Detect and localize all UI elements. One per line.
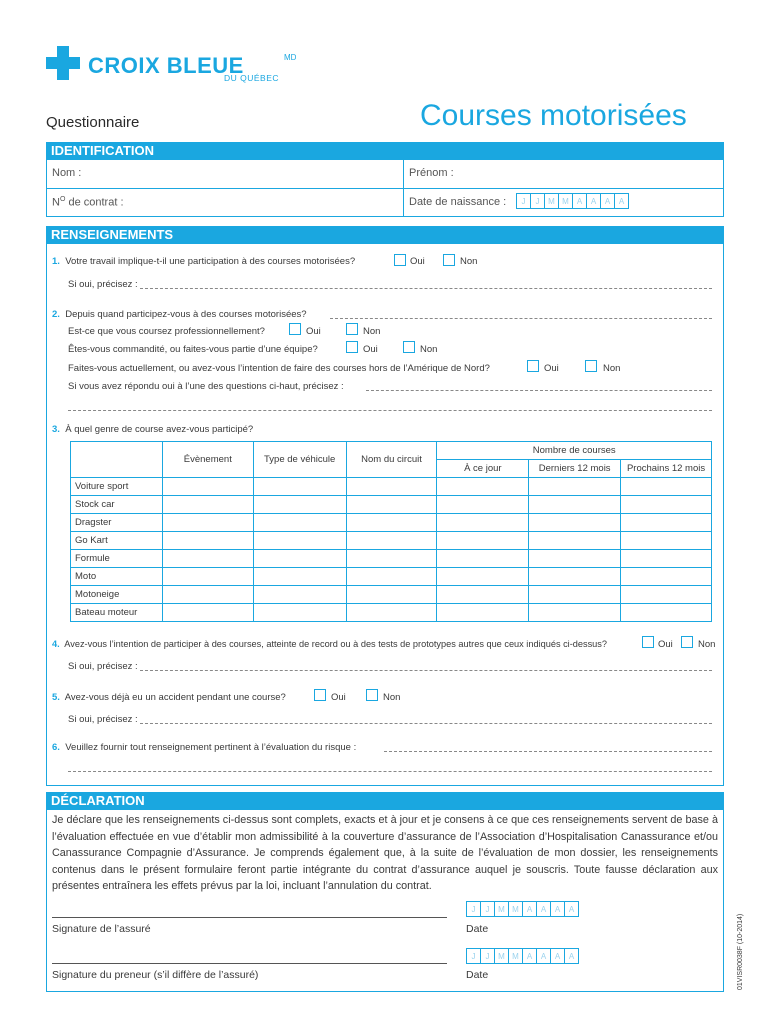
date-assure-input[interactable]: J J M M A A A A [466, 901, 578, 917]
table-row [71, 478, 712, 496]
q2a-text: Est-ce que vous coursez professionnellement? [68, 326, 265, 337]
q5-oui-checkbox[interactable] [314, 689, 326, 701]
q4-text: Avez-vous l’intention de participer à des courses, atteinte de record ou à des tests de prototypes autres que ceux indiqués ci-dessus? [64, 639, 607, 649]
q4-precisez-label: Si oui, précisez : [68, 661, 138, 672]
table-cell[interactable] [253, 586, 346, 604]
brand-md: MD [284, 53, 297, 62]
declaration-heading: DÉCLARATION [46, 792, 724, 809]
q5-non-label: Non [383, 692, 401, 703]
row-label: Go Kart [71, 532, 163, 550]
table-cell[interactable] [529, 604, 621, 622]
q2a-non-checkbox[interactable] [346, 323, 358, 335]
q4-oui-label: Oui [658, 639, 673, 650]
table-cell[interactable] [621, 478, 712, 496]
identification-heading: IDENTIFICATION [46, 142, 724, 159]
divider [403, 159, 404, 217]
table-cell[interactable] [437, 532, 529, 550]
table-cell[interactable] [162, 586, 253, 604]
table-cell[interactable] [621, 496, 712, 514]
table-cell[interactable] [346, 496, 437, 514]
table-cell[interactable] [253, 604, 346, 622]
q5-non-checkbox[interactable] [366, 689, 378, 701]
divider [46, 188, 724, 189]
q4-non-checkbox[interactable] [681, 636, 693, 648]
date-preneur-label: Date [466, 969, 489, 981]
q2-answer-line[interactable] [330, 318, 712, 319]
table-cell[interactable] [346, 604, 437, 622]
q2a-oui-label: Oui [306, 326, 321, 337]
q1-precisez-label: Si oui, précisez : [68, 279, 138, 290]
croix-bleue-cross-logo-icon [46, 46, 80, 80]
col-type-vehicule: Type de véhicule [253, 442, 346, 478]
q5-text: Avez-vous déjà eu un accident pendant une course? [64, 692, 286, 703]
q1-non-label: Non [460, 256, 478, 267]
q2c-non-checkbox[interactable] [585, 360, 597, 372]
table-cell[interactable] [437, 550, 529, 568]
date-assure-label: Date [466, 923, 489, 935]
signature-preneur-line[interactable] [52, 963, 447, 964]
col-prochains-12-mois: Prochains 12 mois [621, 460, 712, 478]
q2-number: 2. [52, 309, 60, 320]
q3-number: 3. [52, 424, 60, 435]
q2b-non-label: Non [420, 344, 438, 355]
prenom-field[interactable]: Prénom : [409, 167, 454, 179]
q2-precisez-label: Si vous avez répondu oui à l’une des questions ci-haut, précisez : [68, 381, 344, 392]
q2a-oui-checkbox[interactable] [289, 323, 301, 335]
row-label: Motoneige [71, 586, 163, 604]
q2b-oui-checkbox[interactable] [346, 341, 358, 353]
q2b-non-checkbox[interactable] [403, 341, 415, 353]
table-cell[interactable] [253, 514, 346, 532]
signature-assure-line[interactable] [52, 917, 447, 918]
col-a-ce-jour: À ce jour [437, 460, 529, 478]
q2-text: Depuis quand participez-vous à des courses motorisées? [65, 309, 307, 320]
col-evenement: Évènement [162, 442, 253, 478]
q1-precisez-line[interactable] [140, 288, 712, 289]
form-code: 01VISR0038F (10-2014) [737, 913, 744, 990]
table-cell[interactable] [346, 478, 437, 496]
table-cell[interactable] [253, 568, 346, 586]
table-cell[interactable] [162, 478, 253, 496]
table-cell[interactable] [621, 550, 712, 568]
row-label: Moto [71, 568, 163, 586]
table-cell[interactable] [529, 478, 621, 496]
q4-oui-checkbox[interactable] [642, 636, 654, 648]
q2a-non-label: Non [363, 326, 381, 337]
table-row [71, 532, 712, 550]
row-label: Formule [71, 550, 163, 568]
row-label: Voiture sport [71, 478, 163, 496]
table-row [71, 550, 712, 568]
table-cell[interactable] [162, 496, 253, 514]
q6-text: Veuillez fournir tout renseignement pertinent à l’évaluation du risque : [65, 742, 357, 753]
renseignements-heading: RENSEIGNEMENTS [46, 226, 724, 243]
col-nom-circuit: Nom du circuit [346, 442, 437, 478]
col-derniers-12-mois: Derniers 12 mois [529, 460, 621, 478]
q4-non-label: Non [698, 639, 716, 650]
table-cell[interactable] [529, 550, 621, 568]
table-row [71, 514, 712, 532]
q2-precisez-line-2[interactable] [68, 410, 712, 411]
page-title: Courses motorisées [420, 99, 687, 132]
table-cell[interactable] [253, 478, 346, 496]
table-cell[interactable] [529, 532, 621, 550]
table-cell[interactable] [346, 514, 437, 532]
signature-preneur-label: Signature du preneur (s’il diffère de l’assuré) [52, 969, 259, 981]
table-cell[interactable] [346, 586, 437, 604]
q2-precisez-line[interactable] [366, 390, 712, 391]
col-nombre-courses: Nombre de courses [437, 442, 712, 460]
courses-table [70, 441, 712, 622]
q6-answer-line-2[interactable] [68, 771, 712, 772]
q6-number: 6. [52, 742, 60, 753]
table-row [71, 568, 712, 586]
naissance-label: Date de naissance : [409, 196, 507, 208]
table-cell[interactable] [529, 586, 621, 604]
q2c-oui-checkbox[interactable] [527, 360, 539, 372]
table-cell[interactable] [346, 568, 437, 586]
birthdate-input[interactable]: J J M M A A A A [516, 193, 628, 209]
q1-non-checkbox[interactable] [443, 254, 455, 266]
table-cell[interactable] [437, 604, 529, 622]
q1-text: Votre travail implique-t-il une participation à des courses motorisées? [65, 256, 356, 267]
table-cell[interactable] [346, 550, 437, 568]
row-label: Dragster [71, 514, 163, 532]
q5-precisez-label: Si oui, précisez : [68, 714, 138, 725]
brand-name: CROIX BLEUE [88, 53, 244, 78]
date-preneur-input[interactable]: J J M M A A A A [466, 948, 578, 964]
table-cell[interactable] [529, 514, 621, 532]
row-label: Bateau moteur [71, 604, 163, 622]
signature-assure-label: Signature de l’assuré [52, 923, 151, 935]
table-cell[interactable] [621, 604, 712, 622]
q2c-oui-label: Oui [544, 363, 559, 374]
q4-precisez-line[interactable] [140, 670, 712, 671]
q1-oui-checkbox[interactable] [394, 254, 406, 266]
q2c-text: Faites-vous actuellement, ou avez-vous l’intention de faire des courses hors de l’Amérique de Nord? [68, 363, 490, 374]
table-cell[interactable] [621, 532, 712, 550]
table-cell[interactable] [621, 586, 712, 604]
table-cell[interactable] [162, 550, 253, 568]
contrat-field[interactable]: $N^O$ de contrat : [52, 196, 124, 209]
q5-oui-label: Oui [331, 692, 346, 703]
q2b-oui-label: Oui [363, 344, 378, 355]
q1-number: 1. [52, 256, 60, 267]
q1-oui-label: Oui [410, 256, 425, 267]
table-row [71, 604, 712, 622]
table-cell[interactable] [162, 514, 253, 532]
nom-field[interactable]: Nom : [52, 167, 82, 179]
col-category [71, 442, 163, 478]
declaration-text: Je déclare que les renseignements ci-dessus sont complets, exacts et à jour et je consens à ce que ces renseignements servent de base à l’évaluation effectuée en vue d’établir mon admissibilité à la couverture d’assurance de l’Association d’Hospitalisation Canassurance et/ou Canassurance Compagnie d’Assurance. Je comprends également que, à la suite de l’évaluation de mon dossier, les renseignements contenus dans le présent formulaire feront partie intégrante du contrat d’assurance auquel je souscris. Toute fausse déclaration aux présentes entraînera les effets prévus par la loi, incluant l’annulation du contrat. [52, 814, 718, 892]
table-row [71, 586, 712, 604]
table-cell[interactable] [437, 496, 529, 514]
q2b-text: Êtes-vous commandité, ou faites-vous partie d’une équipe? [68, 344, 318, 355]
table-cell[interactable] [621, 568, 712, 586]
table-cell[interactable] [253, 532, 346, 550]
table-cell[interactable] [437, 514, 529, 532]
table-cell[interactable] [253, 550, 346, 568]
table-cell[interactable] [437, 586, 529, 604]
q2c-non-label: Non [603, 363, 621, 374]
table-cell[interactable] [437, 478, 529, 496]
table-cell[interactable] [162, 532, 253, 550]
brand-sub: DU QUÉBEC [224, 73, 280, 83]
q6-answer-line[interactable] [384, 751, 712, 752]
q4-number: 4. [52, 639, 60, 649]
table-cell[interactable] [346, 532, 437, 550]
table-cell[interactable] [437, 568, 529, 586]
table-row [71, 496, 712, 514]
table-cell[interactable] [529, 496, 621, 514]
table-cell[interactable] [621, 514, 712, 532]
row-label: Stock car [71, 496, 163, 514]
page-subtitle: Questionnaire [46, 114, 140, 131]
q5-number: 5. [52, 692, 60, 703]
table-cell[interactable] [253, 496, 346, 514]
q5-precisez-line[interactable] [140, 723, 712, 724]
q3-text: À quel genre de course avez-vous participé? [65, 424, 254, 435]
table-cell[interactable] [162, 568, 253, 586]
table-cell[interactable] [162, 604, 253, 622]
table-cell[interactable] [529, 568, 621, 586]
